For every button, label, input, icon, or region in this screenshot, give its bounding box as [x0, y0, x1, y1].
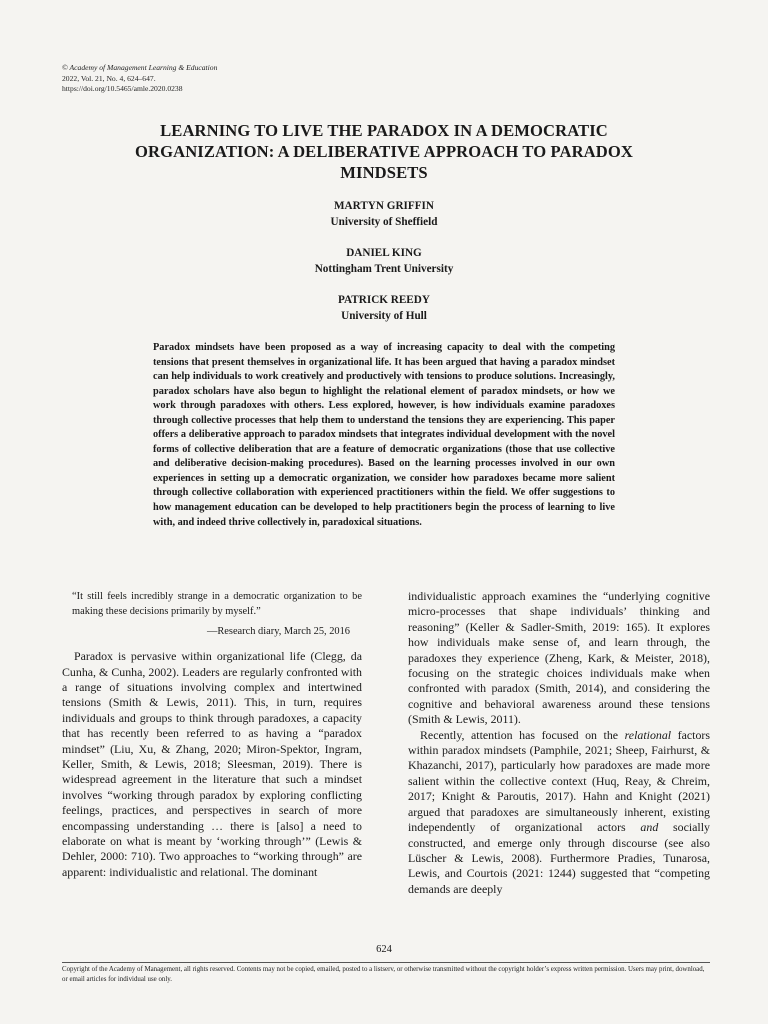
- author-block: [200, 293, 568, 324]
- body-paragraph: Paradox is pervasive within organizational life (Clegg, da Cunha, & Cunha, 2002). Leaders are regularly confronted with a range of situations involving complex and intertwined tensions (Smith & Lewis, 2011). This, in turn, requires individuals and groups to think through paradoxes, a capacity that has recently been referred to as having a “paradox mindset” (Liu, Xu, & Zhang, 2020; Miron-Spektor, Ingram, Keller, Smith, & Lewis, 2018; Sleesman, 2019). There is widespread agreement in the literature that such a mindset involves “working through paradox by exploring conflicting feelings, practices, and perspectives in search of more encompassing understanding … there is [also] a need to elaborate on what is meant by ‘working through’” (Lewis & Dehler, 2000: 710). Two approaches to “working through” are apparent: individualistic and relational. The dominant: [62, 649, 362, 879]
- epigraph-quote: “It still feels incredibly strange in a democratic organization to be making these decisions primarily by myself.”: [72, 591, 362, 617]
- copyright-footer: Copyright of the Academy of Management, all rights reserved. Contents may not be copied, emailed, posted to a listserv, or otherwise transmitted without the copyright holder’s express written permission. Users may print, download, or email articles for individual use only.: [62, 966, 705, 983]
- doi-link[interactable]: https://doi.org/10.5465/amle.2020.0238: [62, 84, 183, 94]
- emphasis: and: [640, 820, 659, 835]
- author-affiliation: University of Sheffield: [330, 215, 438, 228]
- abstract: Paradox mindsets have been proposed as a way of increasing capacity to deal with the competing tensions that present themselves in organizational life. It has been argued that having a paradox mindset can help individuals to work creatively and productively with tensions to produce solutions. Increasingly, paradox scholars have also begun to highlight the relational element of paradox mindsets, or how we work through paradoxes with others. Less explored, however, is how individuals examine paradoxes through collective processes that help them to understand the tensions they are experiencing. This paper offers a deliberative approach to paradox mindsets that integrates individual development with the novel forms of collective deliberation that are a feature of democratic organizations (those that use collective and deliberative decision-making procedures). Based on the learning processes involved in our own experiences in setting up a democratic organization, we consider how paradoxes became more salient through collective collaboration with experienced practitioners within the field. We offer suggestions to how management education can be developed to help practitioners begin the process of learning to live with, and indeed thrive collectively in, paradoxical situations.: [153, 342, 615, 528]
- journal-name: © Academy of Management Learning & Education: [62, 63, 218, 72]
- body-paragraph: [408, 728, 710, 897]
- footer-divider: [62, 962, 710, 963]
- author-block: [200, 246, 568, 277]
- epigraph-source: —Research diary, March 25, 2016: [206, 626, 350, 638]
- text-run: factors within paradox mindsets (Pamphile, 2021; Sheep, Fairhurst, & Khazanchi, 2017), particularly how paradoxes are made more salient within the collective context (Huq, Reay, & Chreim, 2017; Knight & Paroutis, 2017). Hahn and Knight (2021) argued that paradoxes are simultaneously inherent, existing independently of organizational actors: [408, 727, 710, 835]
- article-title: LEARNING TO LIVE THE PARADOX IN A DEMOCRATIC ORGANIZATION: A DELIBERATIVE APPROACH TO PARADOX MINDSETS: [135, 121, 633, 182]
- text-run: socially constructed, and emerge only through discourse (see also Lüscher & Lewis, 2008). Furthermore Pradies, Tunarosa, Lewis, and Courtois (2021: 1244) suggested that “competing demands are deeply: [408, 820, 710, 896]
- right-column: [408, 589, 710, 897]
- author-name: MARTYN GRIFFIN: [334, 200, 434, 212]
- author-affiliation: Nottingham Trent University: [314, 262, 454, 275]
- text-run: Recently, attention has focused on the: [420, 727, 625, 742]
- author-name: PATRICK REEDY: [338, 294, 430, 306]
- journal-metadata: [62, 63, 217, 95]
- left-column: [62, 590, 362, 880]
- body-paragraph: individualistic approach examines the “underlying cognitive micro-processes that shape individuals’ thinking and reasoning” (Keller & Sadler-Smith, 2019: 165). It explores how individuals make sense of, and learn through, the paradoxes they experience (Zheng, Kark, & Meister, 2018), focusing on the strategic choices individuals make when confronted with paradox (Smith, 2014), and considering the cognitive and behavioral awareness around these tensions (Smith & Lewis, 2011).: [408, 589, 710, 727]
- page-number: 624: [376, 944, 392, 955]
- author-name: DANIEL KING: [346, 247, 422, 259]
- author-affiliation: University of Hull: [341, 309, 427, 322]
- emphasis: relational: [624, 727, 672, 742]
- journal-issue: 2022, Vol. 21, No. 4, 624–647.: [62, 73, 156, 83]
- author-block: [200, 199, 568, 230]
